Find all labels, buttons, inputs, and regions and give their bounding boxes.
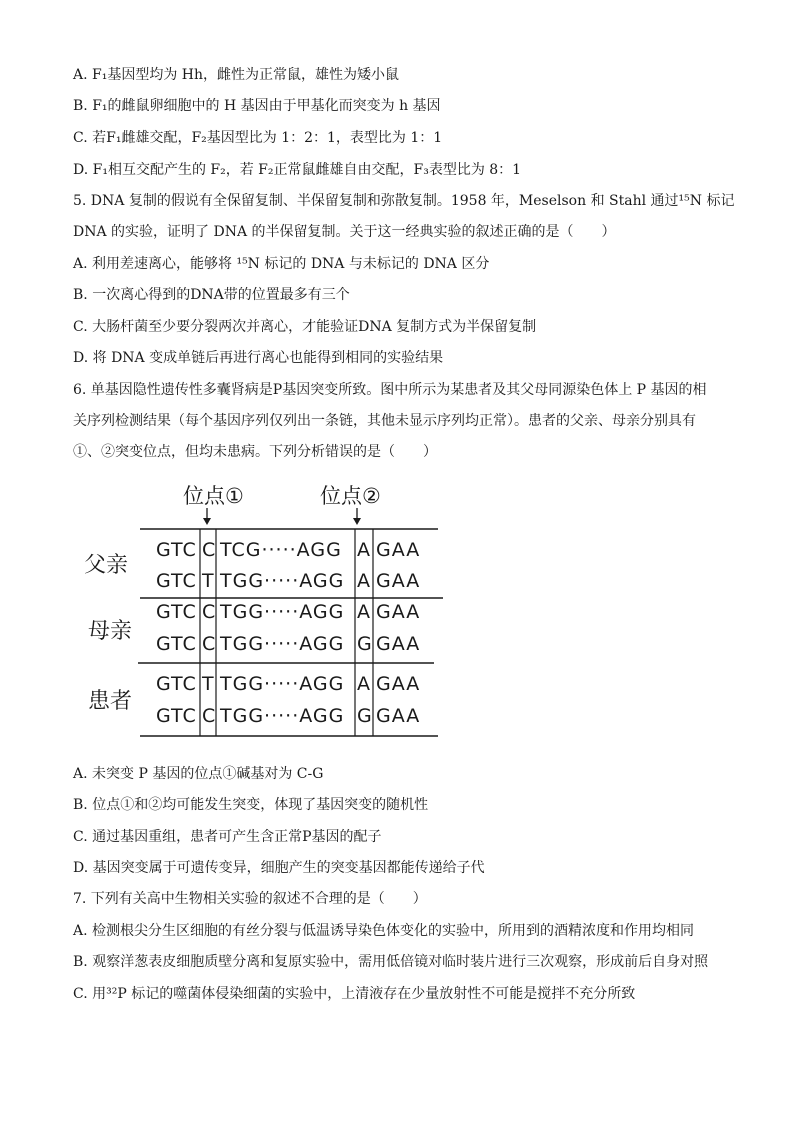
site1-arrow-icon: [203, 508, 211, 525]
group-label-patient: 患者: [88, 689, 133, 714]
seq-patient-1-site2: A: [357, 673, 371, 695]
seq-patient-1-a: GTC: [156, 673, 197, 695]
seq-patient-1-end: GAA: [376, 673, 421, 695]
seq-mother-2-site2: G: [357, 633, 373, 655]
seq-father-2-mid: TGG·····AGG: [220, 570, 345, 592]
seq-mother-2-a: GTC: [156, 633, 197, 655]
q5-option-a: A. 利用差速离心，能够将 ¹⁵N 标记的 DNA 与未标记的 DNA 区分: [73, 256, 490, 272]
seq-mother-1-site1: C: [202, 601, 217, 623]
q6-stem-cont1: 关序列检测结果（每个基因序列仅列出一条链，其他未显示序列均正常）。患者的父亲、母亲分别具有: [73, 413, 696, 429]
seq-father-1-end: GAA: [376, 539, 421, 561]
q7-option-a: A. 检测根尖分生区细胞的有丝分裂与低温诱导染色体变化的实验中，所用到的酒精浓度和作用均相同: [73, 923, 695, 939]
q7-stem: 7. 下列有关高中生物相关实验的叙述不合理的是（ ）: [73, 891, 427, 907]
seq-mother-2-mid: TGG·····AGG: [220, 633, 345, 655]
seq-father-1-site1: C: [202, 539, 217, 561]
seq-mother-2-end: GAA: [376, 633, 421, 655]
group-label-mother: 母亲: [88, 619, 133, 644]
seq-father-2-a: GTC: [156, 570, 197, 592]
q6-stem: 6. 单基因隐性遗传性多囊肾病是P基因突变所致。图中所示为某患者及其父母同源染色体上 P 基因的相: [73, 382, 707, 398]
seq-mother-1-site2: A: [357, 601, 371, 623]
q6-stem-cont2: ①、②突变位点，但均未患病。下列分析错误的是（ ）: [73, 444, 437, 460]
seq-patient-1-mid: TGG·····AGG: [220, 673, 345, 695]
seq-father-2-site1: T: [202, 570, 215, 592]
q7-option-c: C. 用³²P 标记的噬菌体侵染细菌的实验中，上清液存在少量放射性不可能是搅拌不充分所致: [73, 986, 636, 1002]
seq-father-2-site2: A: [357, 570, 371, 592]
site1-label: 位点①: [183, 484, 244, 508]
q6-option-a: A. 未突变 P 基因的位点①碱基对为 C-G: [73, 766, 324, 782]
sequence-figure-svg: [0, 470, 794, 750]
seq-patient-2-site1: C: [202, 705, 217, 727]
seq-patient-2-end: GAA: [376, 705, 421, 727]
seq-father-1-a: GTC: [156, 539, 197, 561]
q5-stem: 5. DNA 复制的假说有全保留复制、半保留复制和弥散复制。1958 年，Meselson 和 Stahl 通过¹⁵N 标记: [73, 193, 735, 209]
q4-option-d: D. F₁相互交配产生的 F₂，若 F₂正常鼠雌雄自由交配，F₃表型比为 8：1: [73, 162, 522, 178]
seq-patient-2-site2: G: [357, 705, 373, 727]
sequence-figure: [0, 470, 794, 750]
q5-option-d: D. 将 DNA 变成单链后再进行离心也能得到相同的实验结果: [73, 350, 444, 366]
q5-stem-cont: DNA 的实验，证明了 DNA 的半保留复制。关于这一经典实验的叙述正确的是（ ）: [73, 224, 616, 240]
seq-mother-2-site1: C: [202, 633, 217, 655]
site2-label: 位点②: [320, 484, 381, 508]
seq-patient-2-a: GTC: [156, 705, 197, 727]
seq-mother-1-end: GAA: [376, 601, 421, 623]
seq-mother-1-a: GTC: [156, 601, 197, 623]
seq-mother-1-mid: TGG·····AGG: [220, 601, 345, 623]
seq-patient-1-site1: T: [202, 673, 215, 695]
q4-option-a: A. F₁基因型均为 Hh，雌性为正常鼠，雄性为矮小鼠: [73, 67, 400, 83]
q4-option-c: C. 若F₁雌雄交配，F₂基因型比为 1：2：1，表型比为 1：1: [73, 130, 443, 146]
group-label-father: 父亲: [84, 553, 129, 578]
q6-option-b: B. 位点①和②均可能发生突变，体现了基因突变的随机性: [73, 797, 429, 813]
q4-option-b: B. F₁的雌鼠卵细胞中的 H 基因由于甲基化而突变为 h 基因: [73, 98, 441, 114]
seq-patient-2-mid: TGG·····AGG: [220, 705, 345, 727]
q6-option-c: C. 通过基因重组，患者可产生含正常P基因的配子: [73, 829, 382, 845]
q7-option-b: B. 观察洋葱表皮细胞质壁分离和复原实验中，需用低倍镜对临时装片进行三次观察，形成前后自身对照: [73, 954, 709, 970]
seq-father-1-mid: TCG·····AGG: [220, 539, 342, 561]
q5-option-b: B. 一次离心得到的DNA带的位置最多有三个: [73, 287, 350, 303]
seq-father-2-end: GAA: [376, 570, 421, 592]
q6-option-d: D. 基因突变属于可遗传变异，细胞产生的突变基因都能传递给子代: [73, 860, 485, 876]
site2-arrow-icon: [353, 508, 361, 525]
seq-father-1-site2: A: [357, 539, 371, 561]
q5-option-c: C. 大肠杆菌至少要分裂两次并离心，才能验证DNA 复制方式为半保留复制: [73, 319, 537, 335]
